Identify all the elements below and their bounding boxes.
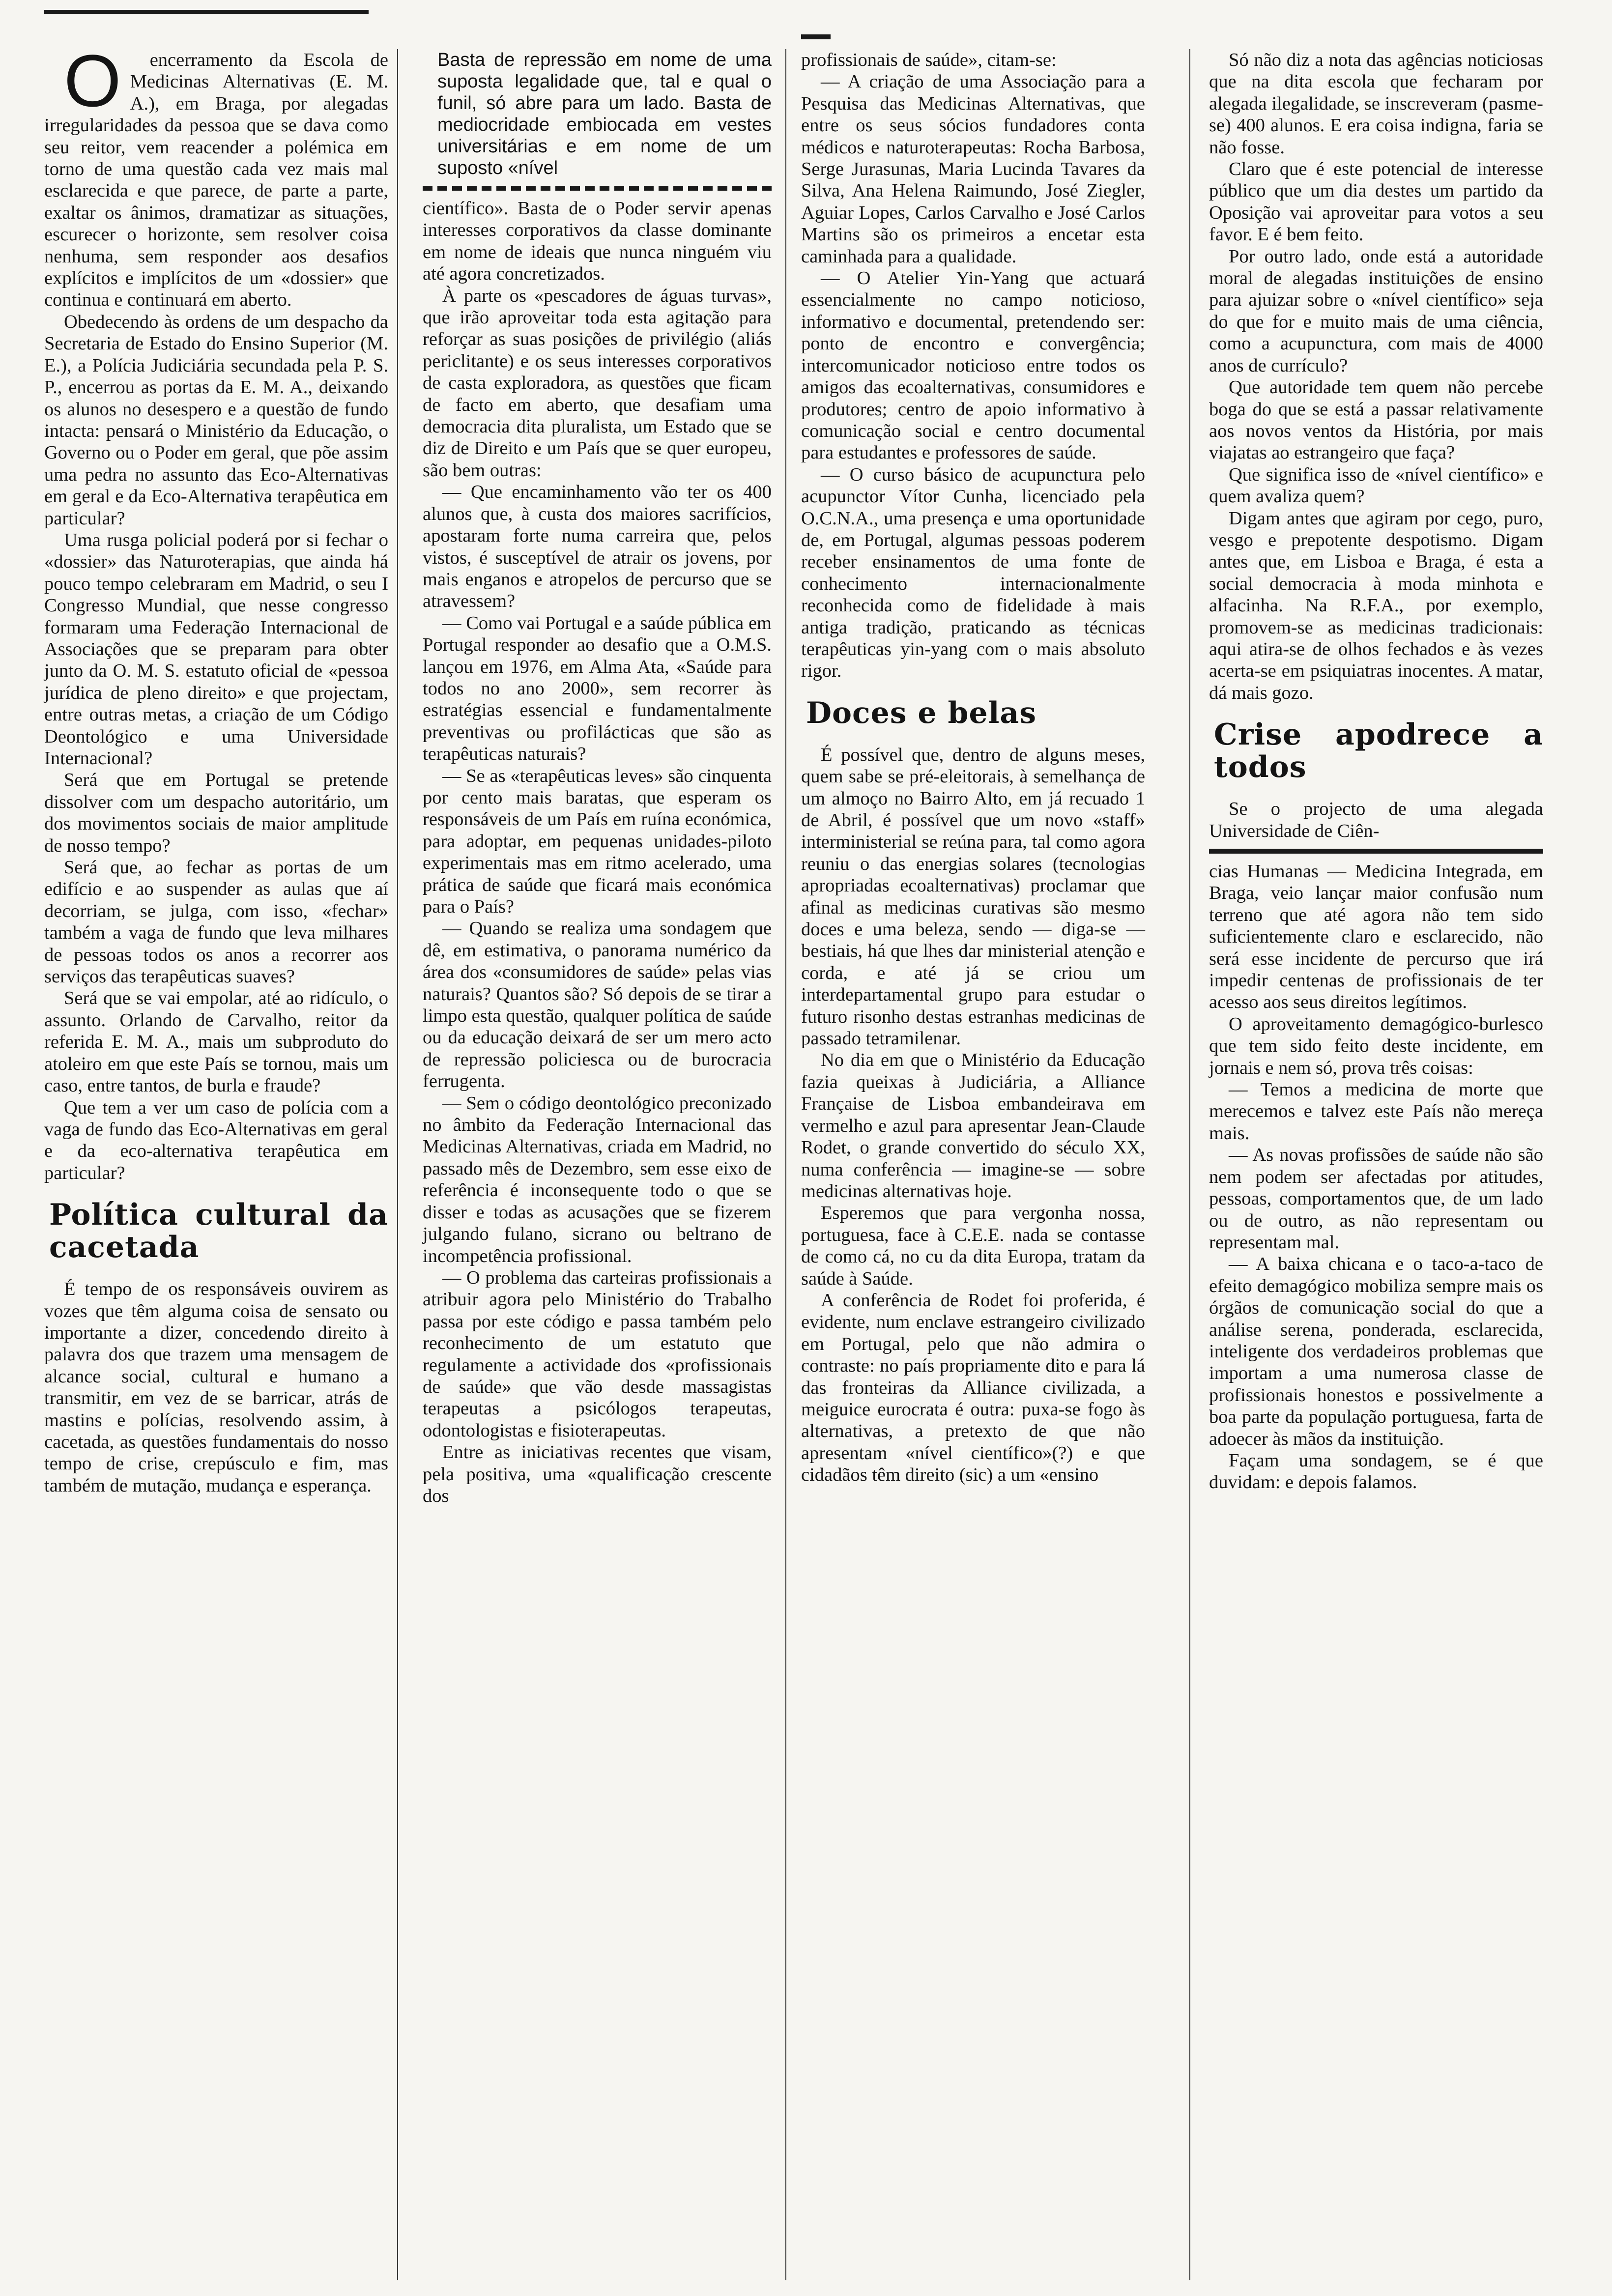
paragraph: Será que se vai empolar, até ao ridículo, o assunto. Orlando de Carvalho, reitor da referida E. M. A., mais um subproduto do atoleiro em que este País se tornou, mais um caso, entre tantos, de burla e fraude?: [44, 988, 388, 1096]
section-headline: Doces e belas: [806, 695, 1037, 730]
paragraph: — Se as «terapêuticas leves» são cinquenta por cento mais baratas, que esperam os responsáveis de um País em ruína económica, para adoptar, em pequenas unidades-piloto experimentais mas em ritmo acelerado, uma prática de saúde que ficará mais económica para o País?: [423, 765, 772, 917]
paragraph: — As novas profissões de saúde não são nem podem ser afectadas por atitudes, pessoas, comportamentos que, de um lado ou de outro, as não representam ou representam mal.: [1209, 1145, 1543, 1253]
drop-cap: O: [64, 39, 121, 122]
article-column-2: [423, 49, 772, 1507]
article-column-4: [1209, 49, 1543, 1493]
paragraph: No dia em que o Ministério da Educação fazia queixas à Judiciária, a Alliance Française de Lisboa embandeirava em vermelho e azul para apresentar Jean-Claude Rodet, o grande convertido do século XX, numa conferência — imagine-se — sobre medicinas alternativas hoje.: [801, 1050, 1145, 1202]
paragraph: — A baixa chicana e o taco-a-taco de efeito demagógico mobiliza sempre mais os órgãos de comunicação social do que a análise serena, ponderada, esclarecida, inteligente dos verdadeiros problemas que importam a uma numerosa classe de profissionais honestos e possivelmente a boa parte da população portuguesa, farta de adoecer às mãos da instituição.: [1209, 1254, 1543, 1449]
paragraph: científico». Basta de o Poder servir apenas interesses corporativos da classe dominante em nome de ideais que nunca ninguém viu até agora concretizados.: [423, 198, 772, 285]
paragraph: Se o projecto de uma alegada Universidade de Ciên-: [1209, 799, 1543, 841]
paragraph: — Sem o código deontológico preconizado no âmbito da Federação Internacional das Medicinas Alternativas, criada em Madrid, no passado mês de Dezembro, sem esse eixo de referência é inconsequente todo o que se disser e todas as acusações que se fizerem julgando fulano, sicrano ou beltrano de incompetência profissional.: [423, 1092, 772, 1266]
paragraph: Esperemos que para vergonha nossa, portuguesa, face à C.E.E. nada se contasse de como cá, no cu da dita Europa, tratam da saúde à Saúde.: [801, 1203, 1145, 1289]
paragraph: Que tem a ver um caso de polícia com a vaga de fundo das Eco-Alternativas em geral e da eco-alternativa terapêutica em particular?: [44, 1097, 388, 1183]
paragraph: — A criação de uma Associação para a Pesquisa das Medicinas Alternativas, que entre os seus sócios fundadores conta médicos e naturoterapeutas: Rocha Barbosa, Serge Jurasunas, Maria Lucinda Tavares da Silva, Ana Helena Raimundo, José Ziegler, Aguiar Lopes, Carlos Carvalho e José Carlos Martins são os primeiros a encetar esta caminhada para a qualidade.: [801, 71, 1145, 267]
paragraph: Só não diz a nota das agências noticiosas que na dita escola que fecharam por alegada ilegalidade, se inscreveram (pasme-se) 400 alunos. E era coisa indigna, faria se não fosse.: [1209, 50, 1543, 158]
article-column-1: [44, 39, 388, 1496]
paragraph: — O problema das carteiras profissionais a atribuir agora pelo Ministério do Trabalho passa por este código e passa também pelo reconhecimento de um estatuto que regulamente a actividade dos «profissionais de saúde» que vão desde massagistas terapeutas a psicólogos terapeutas, odontologistas e fisioterapeutas.: [423, 1267, 772, 1441]
paragraph: Entre as iniciativas recentes que visam, pela positiva, uma «qualificação crescente dos: [423, 1442, 772, 1506]
top-rule-left: [44, 10, 369, 14]
top-rule-right: [801, 34, 831, 39]
paragraph: — O curso básico de acupunctura pelo acupunctor Vítor Cunha, licenciado pela O.C.N.A., uma presença e uma oportunidade de, em Portugal, algumas pessoas poderem receber ensinamentos de uma fonte de conhecimento internacionalmente reconhecida como de fidelidade à mais antiga tradição, praticando as técnicas terapêuticas yin-yang com o mais absoluto rigor.: [801, 464, 1145, 682]
paragraph: Que significa isso de «nível científico» e quem avaliza quem?: [1209, 464, 1543, 507]
paragraph: À parte os «pescadores de águas turvas», que irão aproveitar toda esta agitação para reforçar as suas posições de privilégio (aliás periclitante) e os seus interesses corporativos de casta exploradora, as questões que ficam de facto em aberto, que desafiam uma democracia dita pluralista, um Estado que se diz de Direito e um País que se quer europeu, são bem outras:: [423, 285, 772, 481]
paragraph: — Quando se realiza uma sondagem que dê, em estimativa, o panorama numérico da área dos «consumidores de saúde» pelas vias naturais? Quantos são? Só depois de se tirar a limpo esta questão, qualquer política de saúde ou da educação deixará de ser um mero acto de repressão policiesca ou de burocracia ferrugenta.: [423, 918, 772, 1092]
intro-text: encerramento da Escola de Medicinas Alternativas (E. M. A.), em Braga, por alegadas irregularidades da pessoa que se dava como seu reitor, vem reacender a polémica em torno de uma questão cada vez mais mal esclarecida e que parece, de parte a parte, exaltar os ânimos, dramatizar as situações, escurecer o horizonte, sem resolver coisa nenhuma, sem responder aos desafios explícitos e implícitos de um «dossier» que continua e continuará em aberto.: [44, 50, 388, 311]
paragraph: — O Atelier Yin-Yang que actuará essencialmente no campo noticioso, informativo e documental, pretendendo ser: ponto de encontro e convergência; intercomunicador noticioso entre todos os amigos das ecoalternativas, consumidores e produtores; centro de apoio informativo à comunicação social e centro documental para estudantes e professores de saúde.: [801, 268, 1145, 463]
paragraph: Digam antes que agiram por cego, puro, vesgo e prepotente despotismo. Digam antes que, em Lisboa e Braga, é esta a social democracia à moda minhota e alfacinha. Na R.F.A., por exemplo, promovem-se as medicinas tradicionais: aqui atira-se de olhos fechados e às vezes acerta-se em psiquiatras inocentes. A matar, dá mais gozo.: [1209, 508, 1543, 703]
paragraph: O aproveitamento demagógico-burlesco que tem sido feito deste incidente, em jornais e nem só, prova três coisas:: [1209, 1013, 1543, 1078]
paragraph: — Temos a medicina de morte que merecemos e talvez este País não mereça mais.: [1209, 1079, 1543, 1144]
box-rule: [423, 186, 772, 191]
article-column-3: [801, 49, 1145, 1486]
paragraph: Será que em Portugal se pretende dissolver com um despacho autoritário, um dos movimentos sociais de maior amplitude de nosso tempo?: [44, 770, 388, 856]
paragraph: Por outro lado, onde está a autoridade moral de alegadas instituições de ensino para ajuizar sobre o «nível científico» seja do que for e muito mais de uma ciência, como a acupunctura, com mais de 4000 anos de currículo?: [1209, 246, 1543, 376]
section-headline: Crise apodrece a todos: [1214, 718, 1543, 785]
column-separator: [1189, 49, 1190, 2280]
paragraph: Será que, ao fechar as portas de um edifício e ao suspender as aulas que aí decorriam, se julga, com isso, «fechar» também a vaga de fundo que leva milhares de pessoas todos os anos a recorrer aos serviços das terapêuticas suaves?: [44, 857, 388, 987]
column-separator: [397, 49, 398, 2280]
intro-paragraph: [44, 39, 388, 311]
highlight-box: Basta de repressão em nome de uma suposta legalidade que, tal e qual o funil, só abre para um lado. Basta de mediocridade embiocada em vestes universitárias e em nome de um suposto «nível: [437, 50, 772, 178]
paragraph: — Que encaminhamento vão ter os 400 alunos que, à custa dos maiores sacrifícios, apostaram forte numa carreira que, pelos vistos, é susceptível de atrair os jovens, por mais enganos e atropelos de percurso que se atravessem?: [423, 482, 772, 612]
paragraph: É tempo de os responsáveis ouvirem as vozes que têm alguma coisa de sensato ou importante a dizer, concedendo direito à palavra dos que trazem uma mensagem de alcance social, cultural e humano a transmitir, em vez de se barricar, atrás de mastins e polícias, resolvendo assim, à cacetada, as questões fundamentais do nosso tempo de crise, crepúsculo e fim, mas também de mutação, mudança e esperança.: [44, 1279, 388, 1496]
paragraph: É possível que, dentro de alguns meses, quem sabe se pré-eleitorais, à semelhança de um almoço no Bairro Alto, em já recuado 1 de Abril, é possível que um novo «staff» interministerial se reúna para, tal como agora reuniu o das energias solares (tecnologias apropriadas ecoalternativas) proclamar que afinal as medicinas curativas são mesmo doces e uma beleza, sendo — diga-se — bestiais, há que lhes dar ministerial atenção e corda, e até já se criou um interdepartamental grupo para estudar o futuro risonho destas estranhas medicinas de passado tetramilenar.: [801, 744, 1145, 1049]
paragraph: Façam uma sondagem, se é que duvidam: e depois falamos.: [1209, 1450, 1543, 1493]
section-rule: [1209, 849, 1543, 854]
section-headline: Política cultural da cacetada: [49, 1198, 388, 1265]
paragraph: Obedecendo às ordens de um despacho da Secretaria de Estado do Ensino Superior (M. E.), a Polícia Judiciária secundada pela P. S. P., encerrou as portas da E. M. A., deixando os alunos no desespero e a questão de fundo intacta: pensará o Ministério da Educação, o Governo ou o Poder em geral, que põe assim uma pedra no assunto das Eco-Alternativas em geral e da Eco-Alternativa terapêutica em particular?: [44, 311, 388, 529]
column-separator: [785, 49, 786, 2280]
paragraph: A conferência de Rodet foi proferida, é evidente, num enclave estrangeiro civilizado em Portugal, pelo que não admira o contraste: no país propriamente dito e para lá das fronteiras da Alliance civilizada, a meiguice eurocrata é outra: puxa-se fogo às alternativas, a pretexto de que não apresentam «nível científico»(?) e que cidadãos têm direito (sic) a um «ensino: [801, 1290, 1145, 1486]
paragraph: Claro que é este potencial de interesse público que um dia destes um partido da Oposição vai aproveitar para votos a seu favor. E é bem feito.: [1209, 159, 1543, 245]
paragraph: profissionais de saúde», citam-se:: [801, 50, 1057, 70]
paragraph: Que autoridade tem quem não percebe boga do que se está a passar relativamente aos novos ventos da História, por mais viajatas ao estrangeiro que faça?: [1209, 377, 1543, 463]
paragraph: cias Humanas — Medicina Integrada, em Braga, veio lançar maior confusão num terreno que até agora não tem sido suficientemente claro e esclarecido, não será esse incidente de percurso que irá impedir centenas de profissionais de ter acesso aos seus direitos legítimos.: [1209, 861, 1543, 1013]
paragraph: Uma rusga policial poderá por si fechar o «dossier» das Naturoterapias, que ainda há pouco tempo celebraram em Madrid, o seu I Congresso Mundial, que nesse congresso formaram uma Federação Internacional de Associações que se preparam para obter junto da O. M. S. estatuto oficial de «pessoa jurídica de pleno direito» e que projectam, entre outras metas, a criação de um Código Deontológico e uma Universidade Internacional?: [44, 529, 388, 769]
paragraph: — Como vai Portugal e a saúde pública em Portugal responder ao desafio que a O.M.S. lançou em 1976, em Alma Ata, «Saúde para todos no ano 2000», sem recorrer às estratégias essencial e fundamentalmente preventivas ou profilácticas que são as terapêuticas naturais?: [423, 612, 772, 765]
